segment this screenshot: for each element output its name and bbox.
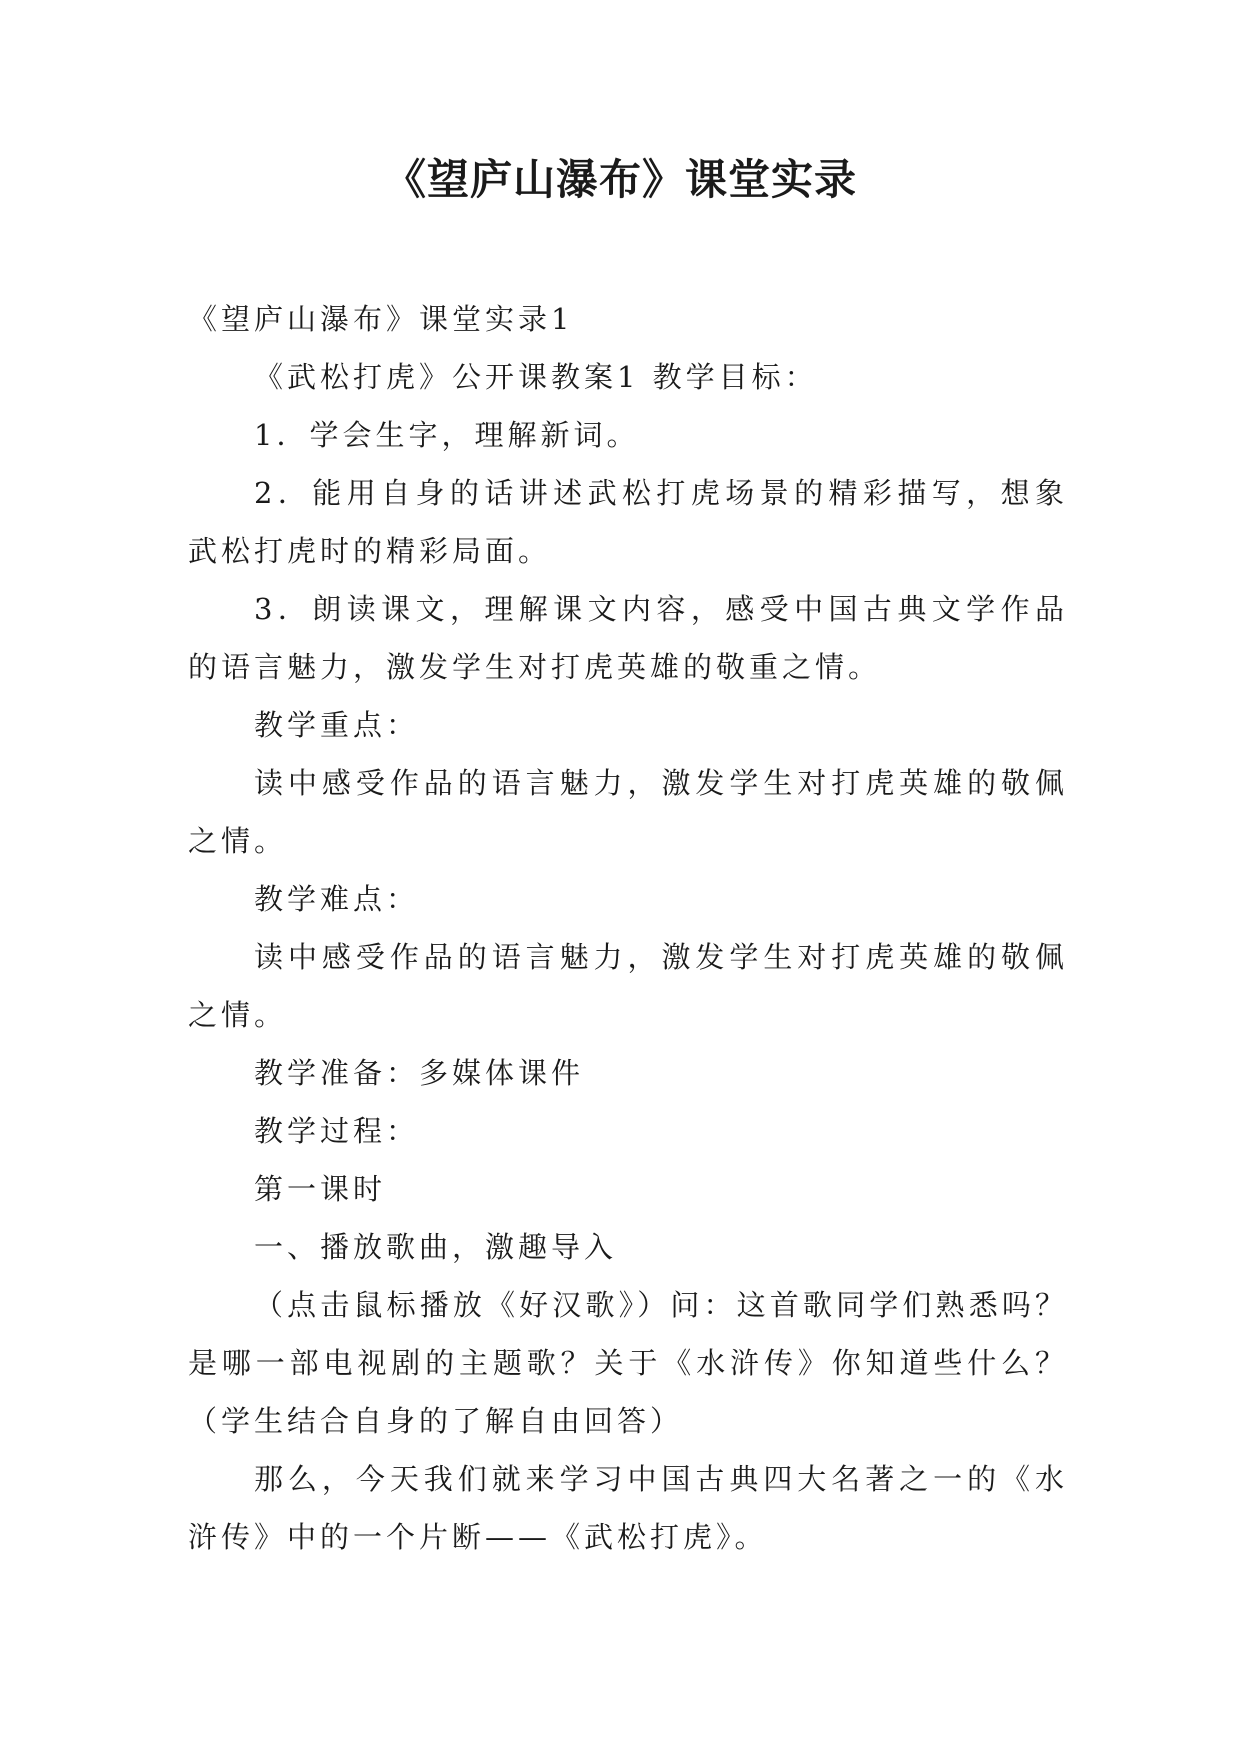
paragraph-key-point-heading: 教学重点： [254,708,420,742]
document-body [188,290,1068,1566]
paragraph-preparation: 教学准备：多媒体课件 [254,1056,585,1090]
paragraph-section-1-heading: 一、播放歌曲，激趣导入 [254,1230,618,1264]
paragraph-process-heading: 教学过程： [254,1114,420,1148]
paragraph-difficulty-heading: 教学难点： [254,882,420,916]
paragraph-introduction: 那么，今天我们就来学习中国古典四大名著之一的《水浒传》中的一个片断——《武松打虎》。 [188,1462,1068,1554]
paragraph-objective-3: 3．朗读课文，理解课文内容，感受中国古典文学作品的语言魅力，激发学生对打虎英雄的敬重之情。 [188,592,1068,684]
paragraph-first-lesson: 第一课时 [254,1172,387,1206]
paragraph-difficulty-content: 读中感受作品的语言魅力，激发学生对打虎英雄的敬佩之情。 [188,940,1068,1032]
paragraph-objective-2: 2．能用自身的话讲述武松打虎场景的精彩描写，想象武松打虎时的精彩局面。 [188,476,1068,568]
paragraph-key-point-content: 读中感受作品的语言魅力，激发学生对打虎英雄的敬佩之情。 [188,766,1068,858]
paragraph-lesson-plan-heading: 《武松打虎》公开课教案1 教学目标： [254,360,818,394]
document-title: 《望庐山瀑布》课堂实录 [383,155,857,204]
paragraph-objective-1: 1．学会生字，理解新词。 [254,418,640,452]
paragraph-song-question: （点击鼠标播放《好汉歌》）问：这首歌同学们熟悉吗？是哪一部电视剧的主题歌？关于《水浒传》你知道些什么？（学生结合自身的了解自由回答） [188,1288,1068,1438]
paragraph-subtitle: 《望庐山瀑布》课堂实录1 [188,302,574,336]
